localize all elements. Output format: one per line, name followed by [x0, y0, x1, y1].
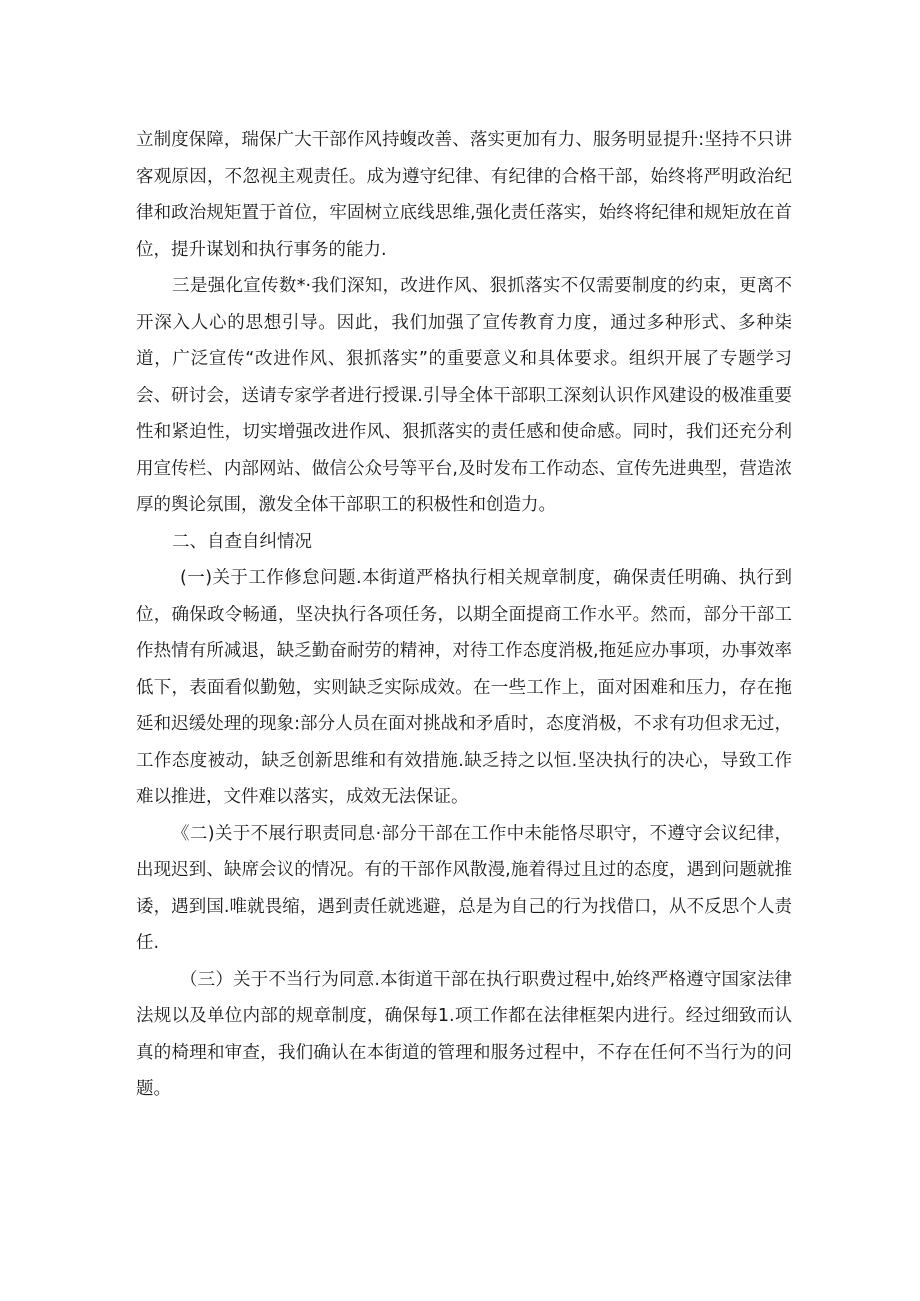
paragraph-publicity: 三是强化宣传数*·我们深知，改进作风、狠抓落实不仅需要制度的约束，更离不开深入人心的思想引导。因此，我们加强了宣传教育力度，通过多种形式、多种柒道，广泛宣传“改进作风、狠抓落实”的重要意义和具体要求。组织开展了专题学习会、研讨会，送请专家学者进行授课.引导全体干部职工深刻认识作风建设的极准重要性和紧迫性，切实增强改进作风、狠抓落实的责任感和使命感。同时，我们还充分利用宣传栏、内部网站、做信公众号等平台,及时发布工作动态、宣传先进典型，营造浓厚的舆论氛围，激发全体干部职工的积极性和创造力。: [136, 276, 792, 515]
paragraph-continuation: 立制度保障，瑞保广大干部作风持蝮改善、落实更加有力、服务明显提升:坚持不只讲客观原因，不忽视主观责任。成为遵守纪律、有纪律的合格干部，始终将严明政治纪律和政治规矩置于首位，牢固树立底线思维,强化责任落实，始终将纪律和规矩放在首位，提升谋划和执行事务的能力.: [136, 130, 792, 260]
paragraph-improper-conduct: （三）关于不当行为同意.本街道干部在执行职费过程中,始终严格遵守国家法律法规以及单位内部的规章制度，确保每1.项工作都在法律框架内进行。经过细致而认真的椅理和审查，我们确认在本街道的管理和服务过程中，不存在任何不当行为的问题。: [136, 969, 792, 1099]
paragraph-work-slackness: (一)关于工作修怠问题.本街道严格执行相关规章制度，确保责任明确、执行到位，确保政令畅通，坚决执行各项任务，以期全面提商工作水平。然而，部分干部工作热情有所减退，缺乏勤奋耐劳的精神，对待工作态度消极,拖延应办事项，办事效率低下，表面看似勤勉，实则缺乏实际成效。在一些工作上，面对困难和压力，存在拖延和迟缓处理的现象:部分人员在面对挑战和矛盾时，态度消极，不求有功但求无过，工作态度被动，缺乏创新思维和有效措施.缺乏持之以恒.坚决执行的决心，导致工作难以推进，文件难以落实，成效无法保证。: [136, 568, 792, 807]
paragraph-duty-performance: 《二)关于不展行职责同息·部分干部在工作中未能恪尽职守，不遵守会议纪律，出现迟到、缺席会议的情况。有的干部作风散漫,施着得过且过的态度，遇到问题就推诿，遇到国.唯就畏缩，遇到责任就逃避，总是为自己的行为找借口，从不反思个人责任.: [136, 823, 792, 953]
section-heading-self-inspection: 二、自查自纠情况: [172, 531, 312, 552]
document-body: [136, 122, 792, 1108]
